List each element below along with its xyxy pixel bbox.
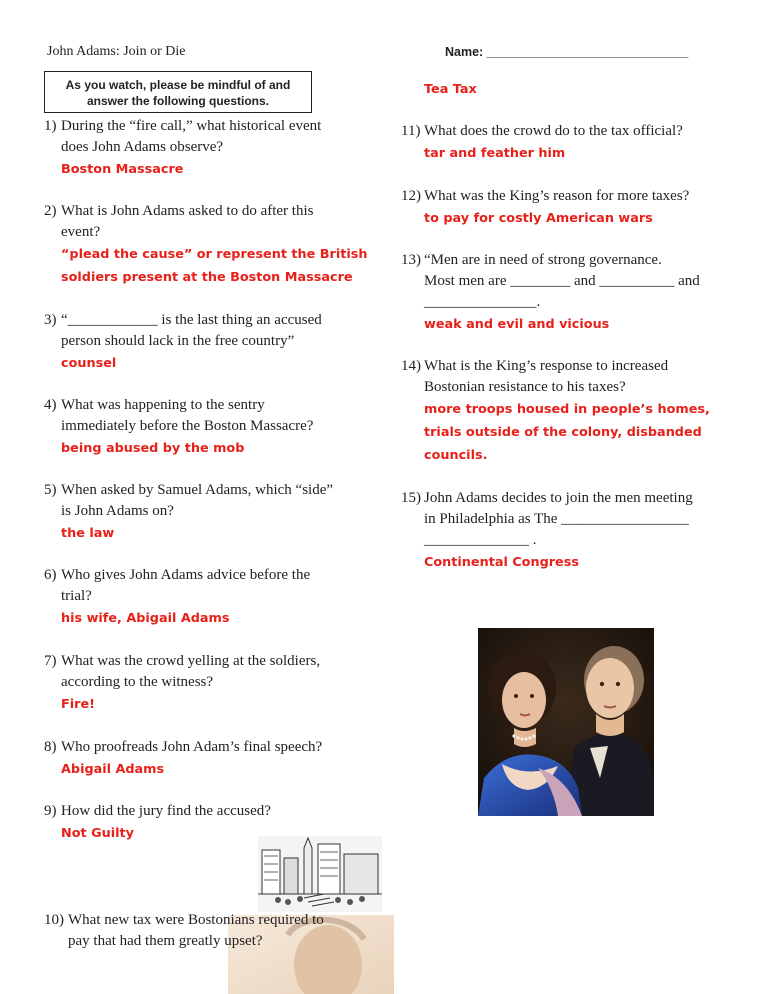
- question-number: 8): [44, 739, 57, 755]
- question-number: 10): [44, 912, 64, 928]
- question-text: immediately before the Boston Massacre?: [61, 418, 314, 434]
- answer-text: councils.: [424, 448, 488, 463]
- question-text: “Men are in need of strong governance.: [424, 252, 662, 268]
- question-number: 1): [44, 118, 57, 134]
- question-text: pay that had them greatly upset?: [68, 933, 263, 949]
- question-number: 11): [401, 123, 421, 139]
- question-text: Who gives John Adams advice before the: [61, 567, 311, 583]
- question-number: 3): [44, 312, 57, 328]
- answer-text: soldiers present at the Boston Massacre: [61, 270, 353, 285]
- answer-text: more troops housed in people’s homes,: [424, 402, 710, 417]
- question-text: What is John Adams asked to do after this: [61, 203, 314, 219]
- question-text: During the “fire call,” what historical event: [61, 118, 322, 134]
- question-number: 13): [401, 252, 421, 268]
- answer-text: being abused by the mob: [61, 441, 245, 456]
- answer-text: tar and feather him: [424, 146, 566, 161]
- question-number: 9): [44, 803, 57, 819]
- answer-10-text: Tea Tax: [424, 82, 477, 97]
- name-field[interactable]: Name: _____________________________: [445, 45, 689, 59]
- question-text: John Adams decides to join the men meeting: [424, 490, 693, 506]
- answer-text: trials outside of the colony, disbanded: [424, 425, 702, 440]
- instructions-line-1: As you watch, please be mindful of and: [65, 78, 291, 92]
- question-text: Who proofreads John Adam’s final speech?: [61, 739, 323, 755]
- answer-text: his wife, Abigail Adams: [61, 611, 230, 626]
- question-number: 5): [44, 482, 57, 498]
- answer-text: Fire!: [61, 697, 95, 712]
- question-number: 15): [401, 490, 421, 506]
- question-text: “____________ is the last thing an accused: [61, 312, 322, 328]
- question-number: 4): [44, 397, 57, 413]
- question-text: What was the King’s reason for more taxes?: [424, 188, 690, 204]
- answer-text: the law: [61, 526, 115, 541]
- question-text: Bostonian resistance to his taxes?: [424, 379, 626, 395]
- answer-text: Boston Massacre: [61, 162, 184, 177]
- question-text: What was happening to the sentry: [61, 397, 265, 413]
- boston-massacre-engraving-image: [258, 836, 382, 912]
- question-text: What was the crowd yelling at the soldiers,: [61, 653, 321, 669]
- question-text: Most men are ________ and __________ and: [424, 273, 700, 289]
- question-text: person should lack in the free country”: [61, 333, 295, 349]
- answer-text: Continental Congress: [424, 555, 579, 570]
- answer-text: to pay for costly American wars: [424, 211, 653, 226]
- question-number: 12): [401, 188, 421, 204]
- answer-text: “plead the cause” or represent the British: [61, 247, 368, 262]
- question-text: does John Adams observe?: [61, 139, 224, 155]
- question-text: trial?: [61, 588, 92, 604]
- question-text: _______________.: [424, 294, 541, 310]
- question-text: What new tax were Bostonians required to: [68, 912, 324, 928]
- question-number: 2): [44, 203, 57, 219]
- instructions-box: [44, 71, 312, 113]
- instructions-line-2: answer the following questions.: [86, 94, 269, 108]
- answer-text: Not Guilty: [61, 826, 134, 841]
- question-number: 14): [401, 358, 421, 374]
- answer-text: counsel: [61, 356, 117, 371]
- question-text: What is the King’s response to increased: [424, 358, 669, 374]
- question-text: How did the jury find the accused?: [61, 803, 271, 819]
- question-text: When asked by Samuel Adams, which “side”: [61, 482, 334, 498]
- question-text: in Philadelphia as The _________________: [424, 511, 689, 527]
- question-text: ______________ .: [424, 532, 537, 548]
- document-title: John Adams: Join or Die: [47, 44, 186, 59]
- question-number: 7): [44, 653, 57, 669]
- answer-text: weak and evil and vicious: [424, 317, 610, 332]
- adams-portrait-image: [478, 628, 654, 816]
- question-text: What does the crowd do to the tax official?: [424, 123, 683, 139]
- answer-text: Abigail Adams: [61, 762, 165, 777]
- question-text: event?: [61, 224, 101, 240]
- question-number: 6): [44, 567, 57, 583]
- question-text: is John Adams on?: [61, 503, 174, 519]
- question-text: according to the witness?: [61, 674, 214, 690]
